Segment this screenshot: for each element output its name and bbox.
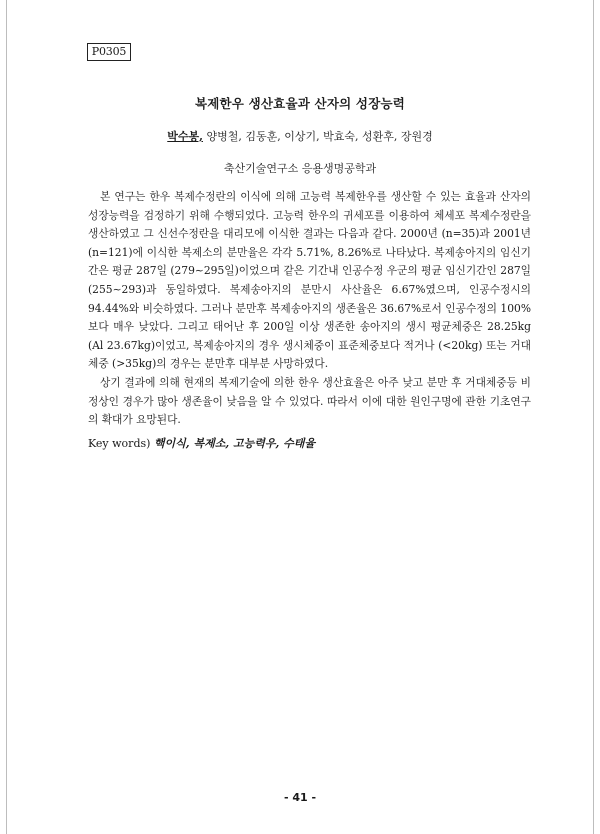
abstract-paragraph-1: 본 연구는 한우 복제수정란의 이식에 의해 고능력 복제한우를 생산할 수 있는 효율과 산자의 성장능력을 검정하기 위해 수행되었다. 고능력 한우의 귀세포를 이용하여 체세포 복제수정란을 생산하였고 그 신선수정란을 대리모에 이식한 결과는 다음과 같다. 2000년 (n=35)과 2001년 (n=121)에 이식한 복제소의 분만율은 각각 5.71%, 8.26%로 나타났다. 복제송아지의 임신기간은 평균 287일 (279∼295일)이었으며 같은 기간내 인공수정 우군의 평균 임신기간인 287일 (255∼293)과 동일하였다. 복제송아지의 분만시 사산율은 6.67%였으며, 인공수정시의 94.44%와 비슷하였다. 그러나 분만후 복제송아지의 생존율은 36.67%로서 인공수정의 100% 보다 매우 낮았다. 그리고 태어난 후 200일 이상 생존한 송아지의 생시 평균체중은 28.25kg (Al 23.67kg)이었고, 복제송아지의 경우 생시체중이 표준체중보다 적거나 (<20kg) 또는 거대체중 (>35kg)의 경우는 분만후 대부분 사망하였다.	[88, 190, 531, 371]
keywords-terms: 핵이식, 복제소, 고능력우, 수태율	[153, 437, 316, 450]
author-list	[0, 128, 600, 144]
paper-title: 복제한우 생산효율과 산자의 성장능력	[194, 96, 406, 111]
co-authors: 양병철, 김동훈, 이상기, 박효숙, 성환후, 장원경	[202, 130, 433, 143]
page-number: - 41 -	[283, 791, 317, 804]
abstract-body	[88, 188, 531, 430]
keywords	[88, 435, 315, 451]
keywords-label: Key words)	[88, 437, 151, 450]
abstract-paragraph-2: 상기 결과에 의해 현재의 복제기술에 의한 한우 생산효율은 아주 낮고 분만 후 거대체중등 비정상인 경우가 많아 생존율이 낮음을 알 수 있었다. 따라서 이에 대한 원인구명에 관한 기초연구의 확대가 요망된다.	[88, 375, 531, 427]
presenting-author: 박수봉,	[167, 130, 203, 143]
affiliation: 축산기술연구소 응용생명공학과	[223, 162, 377, 175]
abstract-code-box: P0305	[87, 43, 131, 61]
